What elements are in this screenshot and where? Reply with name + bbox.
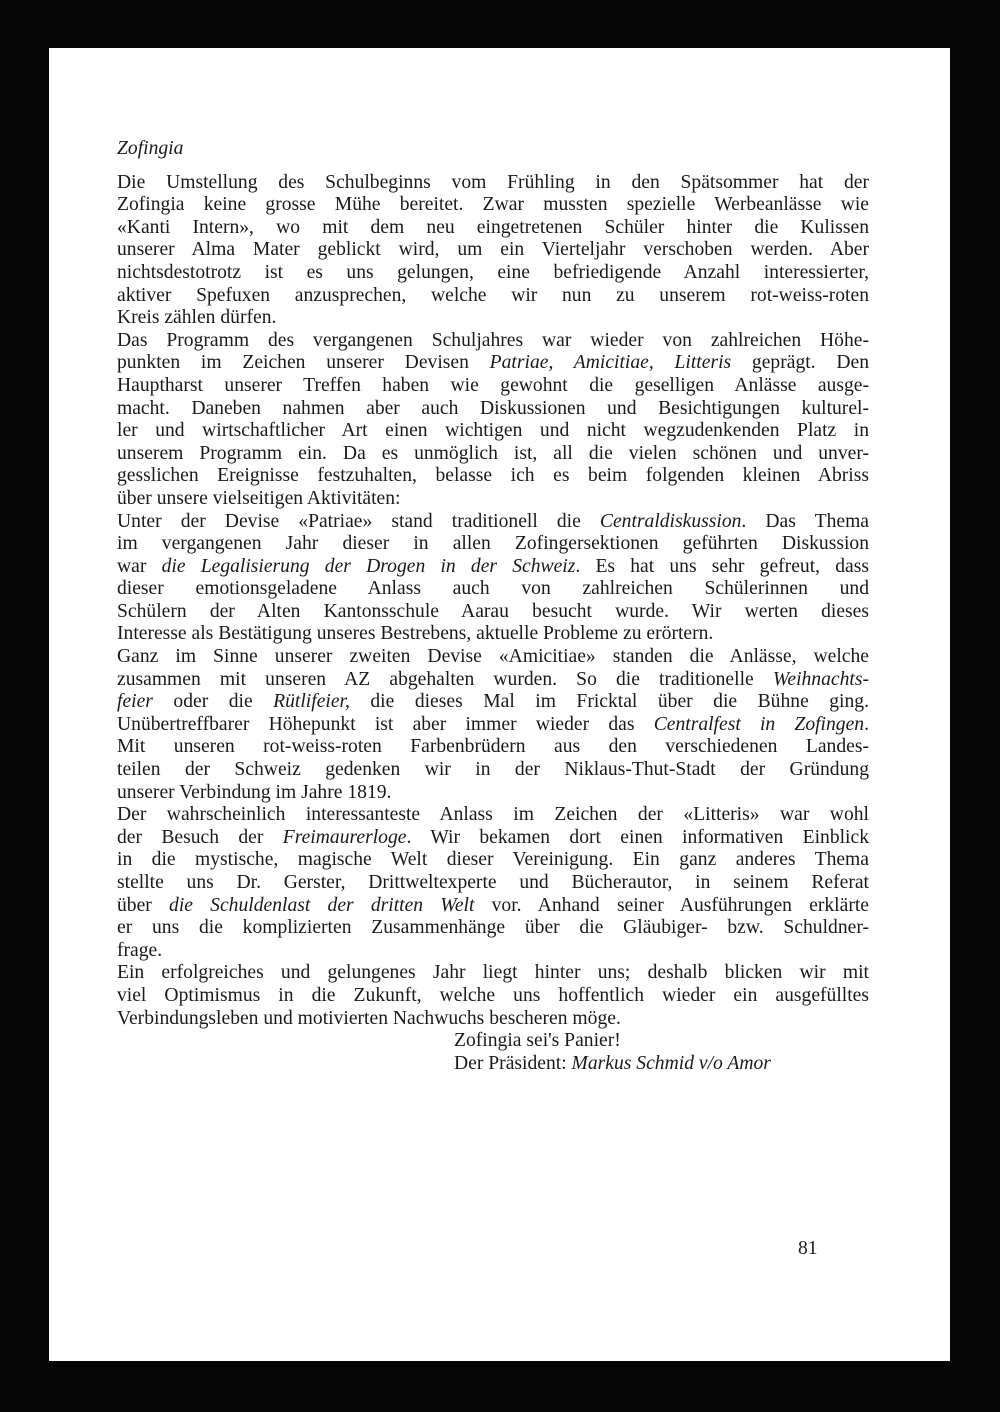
page-number: 81 bbox=[798, 1238, 818, 1259]
text-run: die dieses Mal im Fricktal über die Bühne ging. bbox=[349, 691, 869, 713]
text-run: war bbox=[117, 555, 162, 577]
text-run: Unter der Devise «Patriae» stand traditionell die bbox=[117, 510, 600, 532]
italic-text: Centraldiskussion bbox=[599, 510, 742, 532]
text-run: Verbindungsleben und motivierten Nachwuchs bescheren möge. bbox=[117, 1007, 621, 1029]
text-run: Unübertreffbarer Höhepunkt ist aber immer wieder das bbox=[117, 713, 654, 735]
text-line bbox=[117, 804, 869, 827]
text-line bbox=[117, 511, 869, 534]
text-run: punkten im Zeichen unserer Devisen bbox=[117, 352, 490, 374]
text-line bbox=[117, 736, 869, 759]
text-run: unserer Alma Mater geblickt wird, um ein Vierteljahr verschoben werden. Aber bbox=[117, 239, 869, 261]
signature-line bbox=[454, 1053, 869, 1076]
text-line bbox=[117, 691, 869, 714]
text-run: macht. Daneben nahmen aber auch Diskussionen und Besichtigungen kulturel- bbox=[117, 397, 869, 419]
italic-text: Weihnachts- bbox=[772, 668, 869, 690]
text-line bbox=[117, 556, 869, 579]
text-line bbox=[117, 827, 869, 850]
paragraph bbox=[117, 962, 869, 1030]
text-line bbox=[117, 465, 869, 488]
text-run: der Besuch der bbox=[117, 826, 283, 848]
paragraph bbox=[117, 511, 869, 647]
text-line bbox=[117, 669, 869, 692]
text-run: . Das Thema bbox=[741, 510, 870, 532]
text-run: Kreis zählen dürfen. bbox=[117, 307, 277, 329]
document-page bbox=[49, 48, 950, 1361]
italic-text: Freimaurerloge bbox=[282, 826, 407, 848]
italic-text: die Schuldenlast der dritten Welt bbox=[169, 894, 475, 916]
text-run: . Wir bekamen dort einen informativen Einblick bbox=[406, 826, 869, 848]
text-line bbox=[117, 623, 869, 646]
text-line bbox=[117, 262, 869, 285]
text-line bbox=[117, 578, 869, 601]
text-run: unserer Verbindung im Jahre 1819. bbox=[117, 781, 392, 803]
text-line bbox=[117, 849, 869, 872]
text-run: aktiver Spefuxen anzusprechen, welche wir nun zu unserem rot-weiss-roten bbox=[117, 284, 869, 306]
text-run: . bbox=[864, 713, 869, 735]
text-run: Der wahrscheinlich interessanteste Anlass im Zeichen der «Litteris» war wohl bbox=[117, 804, 869, 826]
text-run: Das Programm des vergangenen Schuljahres war wieder von zahlreichen Höhe- bbox=[117, 329, 869, 351]
section-heading: Zofingia bbox=[117, 138, 184, 159]
italic-text: feier bbox=[117, 691, 153, 713]
text-line bbox=[117, 443, 869, 466]
text-run: er uns die komplizierten Zusammenhänge über die Gläubiger- bzw. Schuldner- bbox=[117, 917, 869, 939]
paragraph bbox=[117, 172, 869, 330]
text-run: Hauptharst unserer Treffen haben wie gewohnt die geselligen Anlässe ausge- bbox=[117, 374, 869, 396]
text-run: Mit unseren rot-weiss-roten Farbenbrüdern aus den verschiedenen Landes- bbox=[117, 736, 869, 758]
text-line bbox=[117, 872, 869, 895]
text-line bbox=[117, 782, 869, 805]
text-line bbox=[117, 488, 869, 511]
text-run: gesslichen Ereignisse festzuhalten, belasse ich es beim folgenden kleinen Abriss bbox=[117, 465, 869, 487]
text-run: Ein erfolgreiches und gelungenes Jahr liegt hinter uns; deshalb blicken wir mit bbox=[117, 962, 869, 984]
closing-motto: Zofingia sei's Panier! bbox=[454, 1030, 621, 1052]
text-run: vor. Anhand seiner Ausführungen erklärte bbox=[474, 894, 869, 916]
text-run: über bbox=[117, 894, 170, 916]
text-run: dieser emotionsgeladene Anlass auch von zahlreichen Schülerinnen und bbox=[117, 578, 869, 600]
text-line bbox=[117, 533, 869, 556]
italic-text: Rütlifeier, bbox=[273, 691, 350, 713]
text-run: Schülern der Alten Kantonsschule Aarau besucht wurde. Wir werten dieses bbox=[117, 600, 869, 622]
paragraph bbox=[117, 646, 869, 804]
italic-text: Patriae, Amicitiae, Litteris bbox=[489, 352, 732, 374]
text-line bbox=[117, 217, 869, 240]
text-line bbox=[117, 420, 869, 443]
text-run: Die Umstellung des Schulbeginns vom Frühling in den Spätsommer hat der bbox=[117, 171, 869, 193]
text-run: frage. bbox=[117, 939, 163, 961]
text-run: in die mystische, magische Welt dieser Vereinigung. Ein ganz anderes Thema bbox=[117, 849, 869, 871]
text-line bbox=[117, 307, 869, 330]
closing-block bbox=[454, 1030, 869, 1075]
text-run: teilen der Schweiz gedenken wir in der Niklaus-Thut-Stadt der Gründung bbox=[117, 759, 869, 781]
paragraphs-container bbox=[117, 172, 869, 1031]
text-line bbox=[117, 239, 869, 262]
text-line bbox=[117, 985, 869, 1008]
text-run: Interesse als Bestätigung unseres Bestrebens, aktuelle Probleme zu erörtern. bbox=[117, 623, 714, 645]
text-line bbox=[117, 917, 869, 940]
text-run: stellte uns Dr. Gerster, Drittweltexperte und Bücherautor, in seinem Referat bbox=[117, 872, 869, 893]
text-line bbox=[117, 646, 869, 669]
italic-text: die Legalisierung der Drogen in der Schweiz bbox=[161, 555, 576, 577]
text-line bbox=[117, 375, 869, 398]
text-line bbox=[117, 940, 869, 963]
signature-label: Der Präsident: bbox=[454, 1052, 572, 1074]
text-run: zusammen mit unseren AZ abgehalten wurden. So die traditionelle bbox=[117, 668, 773, 690]
text-line bbox=[117, 895, 869, 918]
text-line bbox=[117, 172, 869, 195]
text-line bbox=[117, 330, 869, 353]
text-run: . Es hat uns sehr gefreut, dass bbox=[575, 555, 869, 577]
text-run: Zofingia keine grosse Mühe bereitet. Zwar mussten spezielle Werbeanlässe wie bbox=[117, 194, 869, 216]
text-run: viel Optimismus in die Zukunft, welche uns hoffentlich wieder ein ausgefülltes bbox=[117, 984, 869, 1006]
text-run: «Kanti Intern», wo mit dem neu eingetretenen Schüler hinter die Kulissen bbox=[117, 216, 869, 238]
text-line bbox=[117, 194, 869, 217]
text-line bbox=[117, 962, 869, 985]
text-line bbox=[117, 352, 869, 375]
paragraph bbox=[117, 330, 869, 511]
text-run: unserem Programm ein. Da es unmöglich ist, all die vielen schönen und unver- bbox=[117, 442, 869, 464]
article-body bbox=[117, 138, 869, 1075]
text-run: nichtsdestotrotz ist es uns gelungen, eine befriedigende Anzahl interessierter, bbox=[117, 261, 869, 283]
text-line bbox=[117, 714, 869, 737]
paragraph bbox=[117, 804, 869, 962]
text-line bbox=[117, 1008, 869, 1031]
signature-name: Markus Schmid v/o Amor bbox=[571, 1052, 771, 1074]
text-line bbox=[117, 285, 869, 308]
text-line bbox=[117, 398, 869, 421]
text-run: Ganz im Sinne unserer zweiten Devise «Amicitiae» standen die Anlässe, welche bbox=[117, 646, 869, 668]
text-run: über unsere vielseitigen Aktivitäten: bbox=[117, 487, 401, 509]
text-line bbox=[117, 601, 869, 624]
italic-text: Centralfest in Zofingen bbox=[653, 713, 865, 735]
text-run: im vergangenen Jahr dieser in allen Zofingersektionen geführten Diskussion bbox=[117, 533, 869, 555]
text-run: oder die bbox=[152, 691, 274, 713]
text-run: ler und wirtschaftlicher Art einen wichtigen und nicht wegzudenkenden Platz in bbox=[117, 420, 869, 442]
text-run: geprägt. Den bbox=[731, 352, 870, 374]
text-line bbox=[117, 759, 869, 782]
